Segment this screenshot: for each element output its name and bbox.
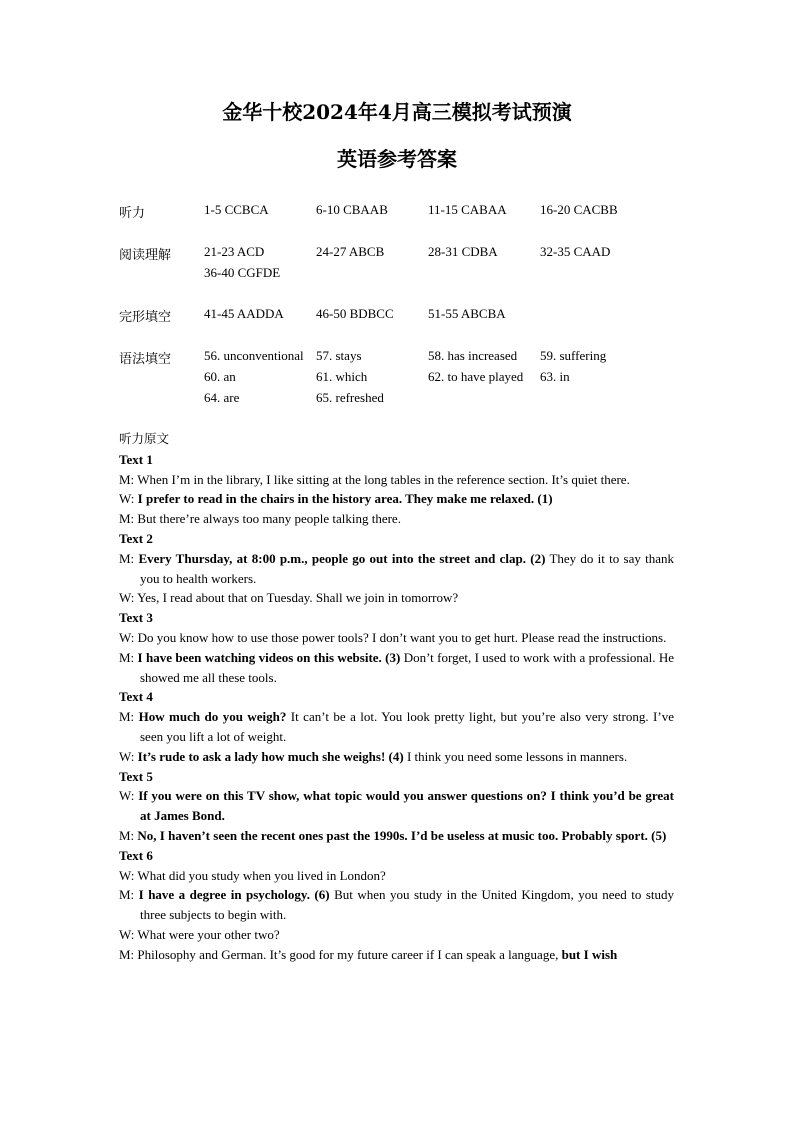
- dialogue-line: [119, 826, 674, 846]
- speaker-label: M:: [119, 827, 138, 843]
- dialogue-text: When I’m in the library, I like sitting at the long tables in the reference section. It’s quiet there.: [137, 471, 630, 487]
- dialogue-text: Yes, I read about that on Tuesday. Shall we join in tomorrow?: [137, 590, 459, 606]
- document-title: 金华十校2024年4月高三模拟考试预演: [222, 100, 572, 124]
- section-label: 语法填空: [119, 352, 172, 367]
- dialogue-line: [119, 945, 674, 965]
- dialogue-line: [119, 925, 674, 945]
- answer-cell: 63. in: [540, 369, 570, 384]
- answer-cue-text: but I wish: [561, 946, 618, 962]
- answer-cell: 11-15 CABAA: [428, 202, 507, 217]
- answer-cell: 65. refreshed: [316, 390, 384, 405]
- section-label: 完形填空: [119, 310, 172, 325]
- text-title: Text 2: [119, 530, 153, 546]
- answer-section-reading: [119, 244, 719, 286]
- answer-cell: 32-35 CAAD: [540, 244, 611, 259]
- dialogue-text: But when you study in the United Kingdom, you need to study three subjects to begin with.: [140, 887, 674, 923]
- dialogue-line: [119, 509, 674, 529]
- answer-cue-text: It’s rude to ask a lady how much she weighs! (4): [137, 748, 404, 764]
- speaker-label: M:: [119, 649, 138, 665]
- transcript-texts: [119, 450, 674, 965]
- speaker-label: M:: [119, 709, 139, 725]
- speaker-label: W:: [119, 788, 139, 804]
- dialogue-line: [119, 549, 674, 589]
- answer-cell: 16-20 CACBB: [540, 202, 618, 217]
- answer-cell: 57. stays: [316, 348, 362, 363]
- text-title: Text 1: [119, 451, 153, 467]
- speaker-label: W:: [119, 590, 138, 606]
- answer-cell: 62. to have played: [428, 369, 524, 384]
- dialogue-line: [119, 489, 674, 509]
- dialogue-text: Do you know how to use those power tools? I don’t want you to get hurt. Please read the instructions.: [137, 629, 667, 645]
- dialogue-line: [119, 588, 674, 608]
- answer-cue-text: No, I haven’t seen the recent ones past the 1990s. I’d be useless at music too. Probably sport. (5): [137, 827, 667, 843]
- speaker-label: W:: [119, 926, 138, 942]
- dialogue-text: Philosophy and German. It’s good for my future career if I can speak a language,: [137, 946, 562, 962]
- answer-cell: 58. has increased: [428, 348, 518, 363]
- answer-cell: 59. suffering: [540, 348, 607, 363]
- listening-transcript: [119, 429, 674, 965]
- dialogue-line: [119, 628, 674, 648]
- answer-cell: 41-45 AADDA: [204, 306, 284, 321]
- text-title: Text 4: [119, 689, 153, 705]
- speaker-label: M:: [119, 946, 138, 962]
- answer-cell: 21-23 ACD: [204, 244, 265, 259]
- answer-cell: 28-31 CDBA: [428, 244, 498, 259]
- dialogue-text: What did you study when you lived in London?: [137, 867, 386, 883]
- transcript-heading: 听力原文: [119, 431, 170, 446]
- dialogue-line: [119, 707, 674, 747]
- answer-cue-text: If you were on this TV show, what topic would you answer questions on? I think you’d be great at James Bond.: [138, 788, 675, 824]
- answer-cue-text: I prefer to read in the chairs in the history area. They make me relaxed. (1): [137, 491, 553, 507]
- text-title: Text 3: [119, 610, 153, 626]
- answer-section-cloze: [119, 306, 719, 327]
- answer-cell: 6-10 CBAAB: [316, 202, 388, 217]
- speaker-label: W:: [119, 629, 138, 645]
- answer-cell: 24-27 ABCB: [316, 244, 385, 259]
- speaker-label: W:: [119, 748, 138, 764]
- answer-cell: 64. are: [204, 390, 240, 405]
- answer-cue-text: How much do you weigh?: [138, 709, 287, 725]
- section-label: 阅读理解: [119, 248, 172, 263]
- answer-section-grammar: [119, 348, 719, 411]
- dialogue-text: Don’t forget, I used to work with a professional. He showed me all these tools.: [140, 649, 674, 685]
- speaker-label: W:: [119, 491, 138, 507]
- speaker-label: M:: [119, 550, 139, 566]
- speaker-label: W:: [119, 867, 138, 883]
- dialogue-line: [119, 747, 674, 767]
- text-title: Text 6: [119, 847, 153, 863]
- answer-cell: 61. which: [316, 369, 368, 384]
- answer-cell: 36-40 CGFDE: [204, 265, 281, 280]
- answer-cell: 56. unconventional: [204, 348, 304, 363]
- dialogue-text: What were your other two?: [137, 926, 280, 942]
- speaker-label: M:: [119, 887, 139, 903]
- answer-cell: 1-5 CCBCA: [204, 202, 269, 217]
- answer-cell: 60. an: [204, 369, 236, 384]
- dialogue-text: They do it to say thank you to health workers.: [140, 550, 675, 586]
- dialogue-line: [119, 885, 674, 925]
- dialogue-text: I think you need some lessons in manners.: [403, 748, 628, 764]
- speaker-label: M:: [119, 511, 138, 527]
- dialogue-line: [119, 786, 674, 826]
- answer-cue-text: Every Thursday, at 8:00 p.m., people go out into the street and clap. (2): [138, 550, 546, 566]
- answer-cell: 46-50 BDBCC: [316, 306, 394, 321]
- dialogue-line: [119, 866, 674, 886]
- answer-cue-text: I have a degree in psychology. (6): [138, 887, 330, 903]
- answer-cue-text: I have been watching videos on this website. (3): [137, 649, 401, 665]
- dialogue-text: But there’re always too many people talking there.: [137, 511, 401, 527]
- dialogue-line: [119, 648, 674, 688]
- answer-cell: 51-55 ABCBA: [428, 306, 506, 321]
- document-subtitle: 英语参考答案: [337, 147, 457, 171]
- text-title: Text 5: [119, 768, 153, 784]
- answer-section-listening: [119, 202, 719, 223]
- dialogue-line: [119, 470, 674, 490]
- speaker-label: M:: [119, 471, 138, 487]
- dialogue-text: It can’t be a lot. You look pretty light, but you’re also very strong. I’ve seen you lift a lot of weight.: [140, 709, 674, 744]
- section-label: 听力: [119, 206, 146, 221]
